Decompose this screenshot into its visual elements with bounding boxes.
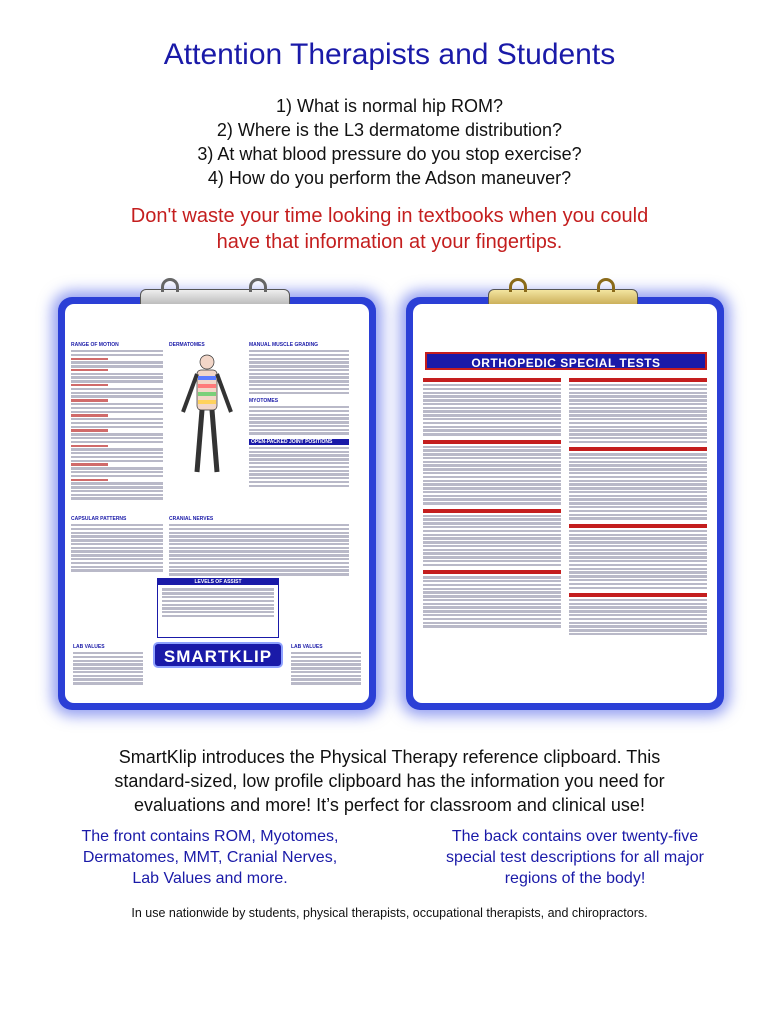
questions-list xyxy=(0,94,779,190)
levels-assist-heading: LEVELS OF ASSIST xyxy=(158,579,278,585)
lab-values-left-heading: LAB VALUES xyxy=(73,644,105,650)
question-item: 1) What is normal hip ROM? xyxy=(275,96,504,116)
intro-line: evaluations and more! It’s perfect for classroom and clinical use! xyxy=(134,795,645,815)
pitch-text xyxy=(60,203,719,255)
rom-heading: RANGE OF MOTION xyxy=(71,342,119,348)
footer-text: In use nationwide by students, physical therapists, occupational therapists, and chiropractors. xyxy=(131,906,648,920)
pitch-line: have that information at your fingertips. xyxy=(216,231,563,253)
open-packed-heading: OPEN-PACKED JOINT POSITIONS xyxy=(249,439,349,445)
back-line: special test descriptions for all major xyxy=(446,849,704,866)
front-line: Dermatomes, MMT, Cranial Nerves, xyxy=(82,849,338,866)
back-line: regions of the body! xyxy=(504,870,646,887)
back-line: The back contains over twenty-five xyxy=(451,828,699,845)
intro-line: SmartKlip introduces the Physical Therapy reference clipboard. This xyxy=(118,747,661,767)
dermatomes-heading: DERMATOMES xyxy=(169,342,205,348)
front-line: Lab Values and more. xyxy=(132,870,288,887)
pitch-line: Don't waste your time looking in textbooks when you could xyxy=(130,205,649,227)
mmt-heading: MANUAL MUSCLE GRADING xyxy=(249,342,319,348)
question-item: 2) Where is the L3 dermatome distribution? xyxy=(216,120,563,140)
ortho-tests-heading: ORTHOPEDIC SPECIAL TESTS xyxy=(425,352,707,370)
page-title: Attention Therapists and Students xyxy=(163,38,616,71)
front-line: The front contains ROM, Myotomes, xyxy=(81,828,339,845)
intro-text xyxy=(40,745,739,817)
back-clipboard-image xyxy=(406,297,724,710)
levels-of-assist-box xyxy=(157,578,279,638)
question-item: 4) How do you perform the Adson maneuver? xyxy=(207,168,572,188)
lab-values-right-heading: LAB VALUES xyxy=(291,644,323,650)
capsular-heading: CAPSULAR PATTERNS xyxy=(71,516,127,522)
intro-line: standard-sized, low profile clipboard has the information you need for xyxy=(114,771,665,791)
front-description xyxy=(50,826,370,889)
smartklip-logo: SMARTKLIP xyxy=(153,642,283,668)
front-clipboard-image xyxy=(58,297,376,710)
myotomes-heading: MYOTOMES xyxy=(249,397,279,404)
back-description xyxy=(410,826,740,889)
question-item: 3) At what blood pressure do you stop exercise? xyxy=(197,144,582,164)
cranial-heading: CRANIAL NERVES xyxy=(169,516,214,522)
body-diagram-icon xyxy=(177,352,237,482)
